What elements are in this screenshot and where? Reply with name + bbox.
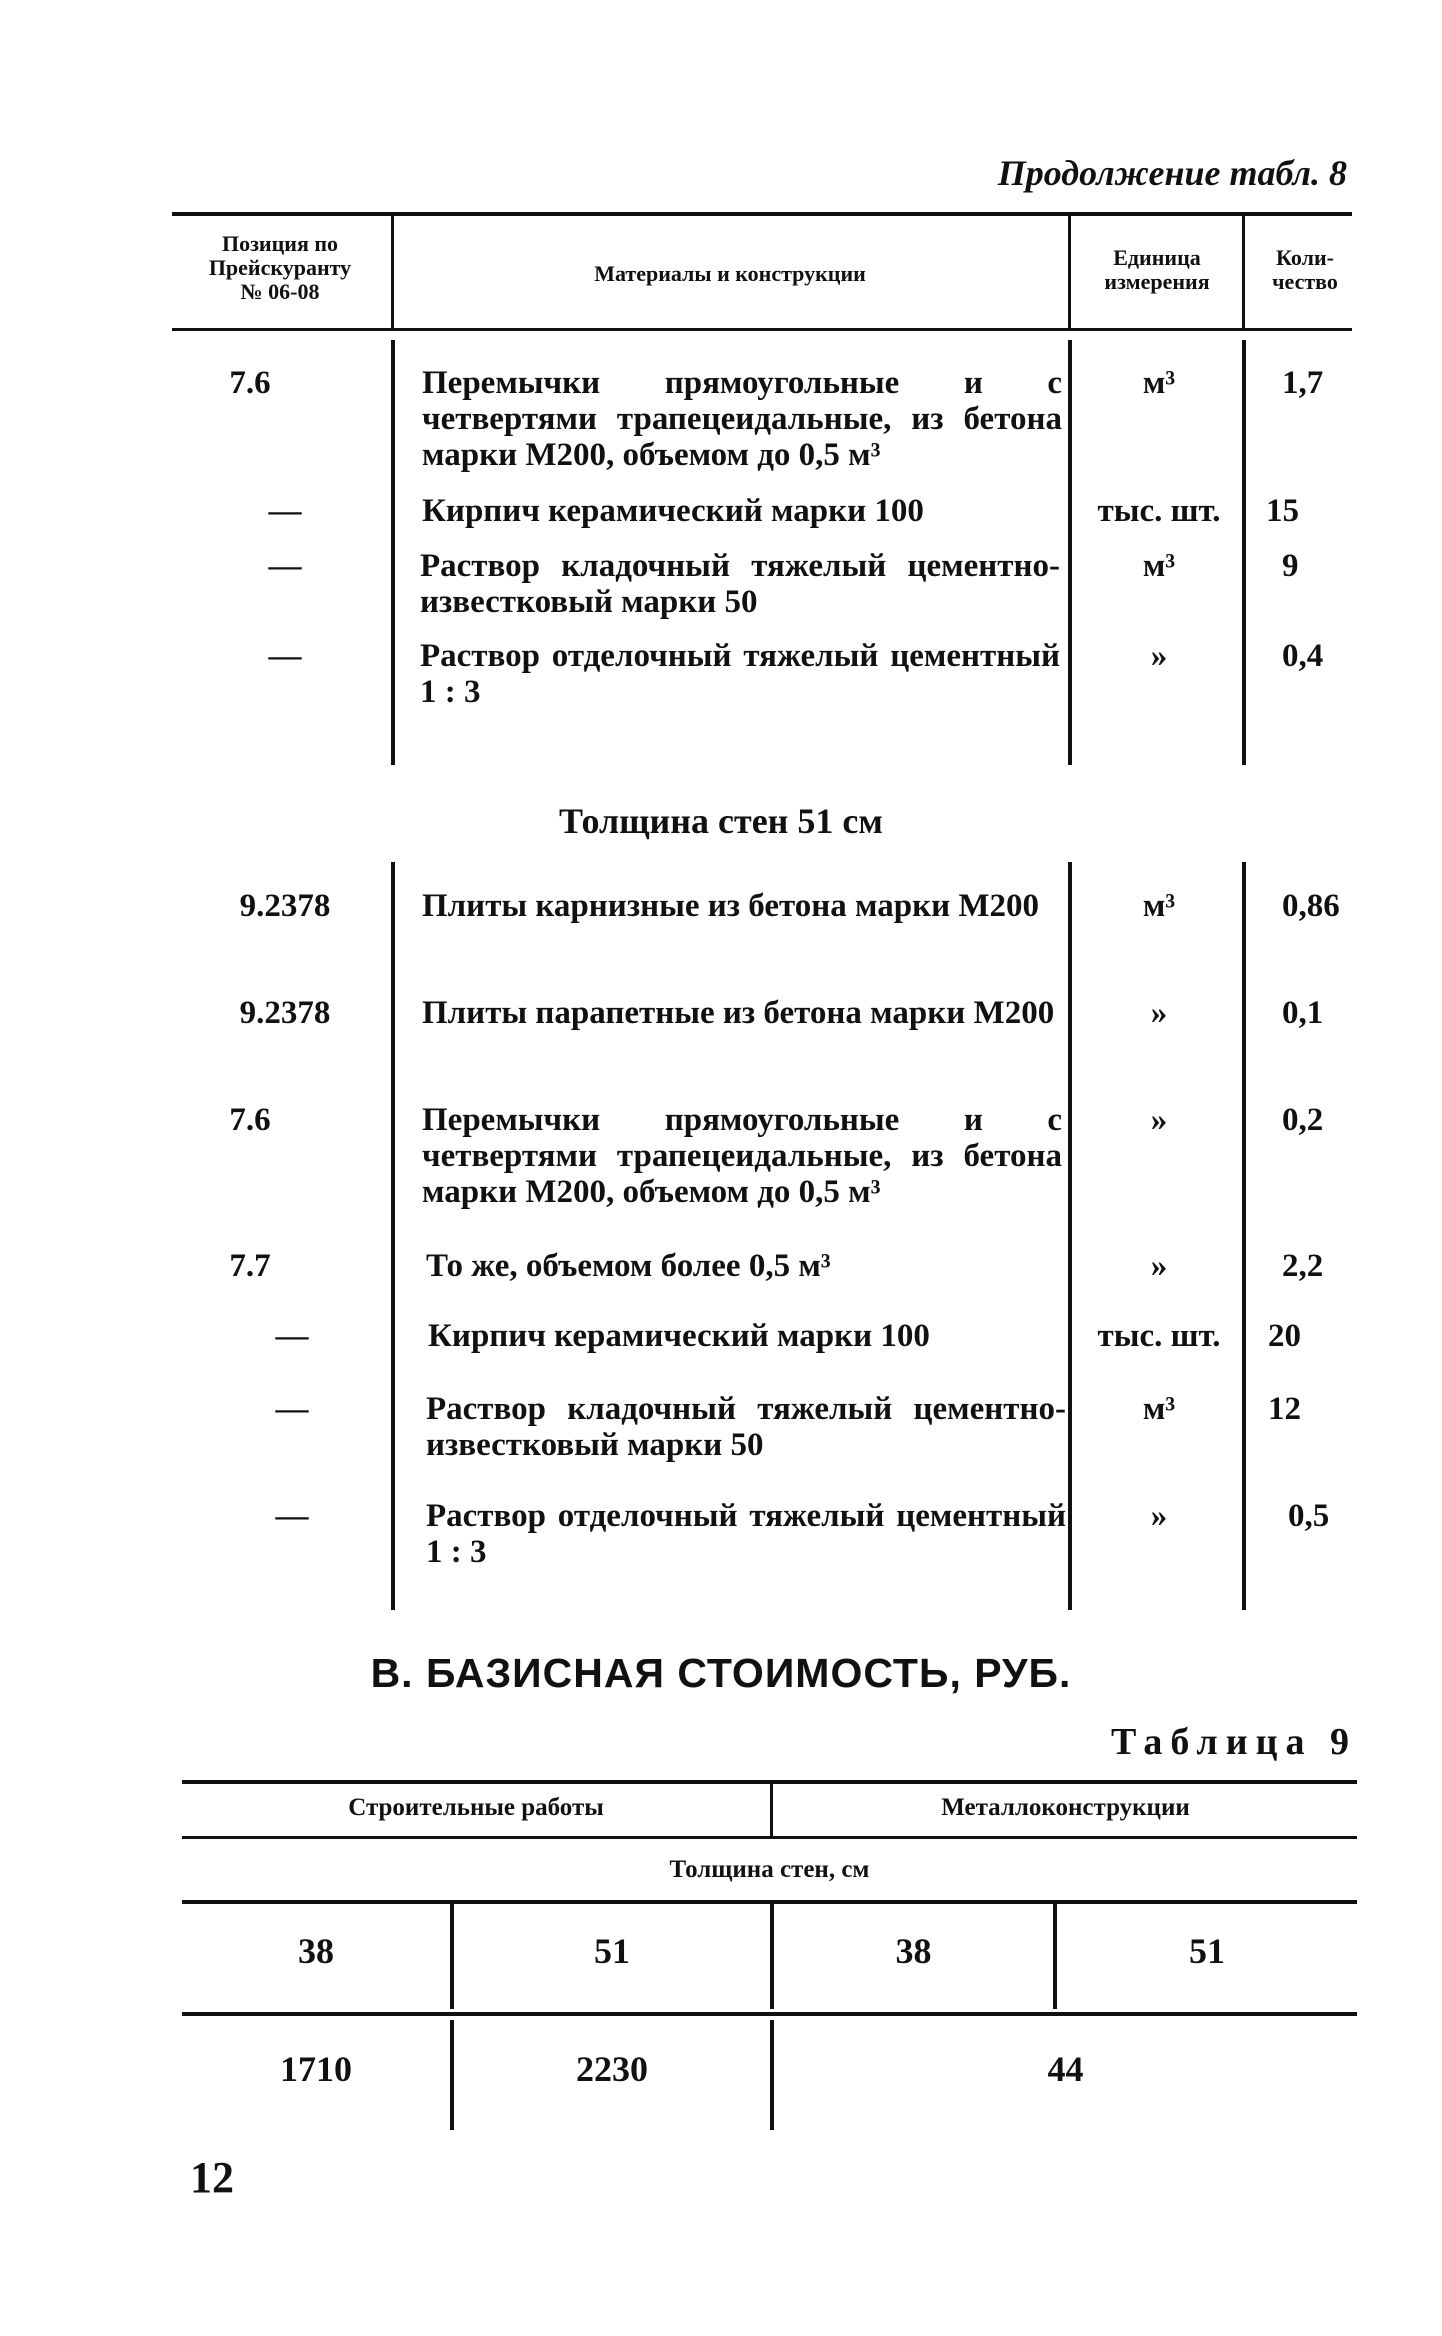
table9-header-metal: Металлоконструкции (941, 1794, 1190, 1821)
row-position: 7.6 (229, 1102, 271, 1138)
header-materials: Материалы и конструкции (594, 261, 866, 286)
row-quantity: 2,2 (1282, 1248, 1324, 1284)
header-unit-line: Единица (1113, 245, 1201, 270)
row-position: — (275, 1391, 309, 1427)
table8-header-rule (172, 328, 1352, 331)
row-position: 7.6 (229, 365, 271, 401)
row-position: 9.2378 (239, 888, 331, 924)
row-quantity: 12 (1268, 1391, 1301, 1427)
row-position: — (268, 493, 302, 529)
row-unit: » (1150, 1498, 1168, 1534)
header-position (170, 232, 390, 304)
column-divider (1068, 340, 1072, 765)
table9-value: 1710 (280, 2049, 352, 2089)
row-quantity: 0,1 (1282, 995, 1324, 1031)
header-quantity (1245, 246, 1365, 294)
header-unit-line: измерения (1104, 269, 1210, 294)
subheading-thickness: Толщина стен 51 см (559, 801, 883, 841)
section-title: В. БАЗИСНАЯ СТОИМОСТЬ, РУБ. (370, 1650, 1072, 1696)
header-position-line: Позиция по (221, 231, 339, 256)
row-material: Раствор кладочный тяжелый цементно-известковый марки 50 (420, 548, 1060, 620)
row-unit: » (1150, 1102, 1168, 1138)
row-material: Раствор кладочный тяжелый цементно-известковый марки 50 (426, 1391, 1066, 1463)
row-quantity: 0,2 (1282, 1102, 1324, 1138)
row-position: — (268, 548, 302, 584)
row-material: Плиты карнизные из бетона марки М200 (422, 888, 1040, 924)
column-divider (1068, 862, 1072, 1610)
page-number: 12 (190, 2153, 234, 2202)
table8-header-divider (1068, 216, 1071, 328)
table9-thickness: 51 (1189, 1931, 1225, 1971)
table9-value: 2230 (576, 2049, 648, 2089)
row-unit: м³ (1142, 888, 1176, 924)
table9-group-divider (770, 1784, 773, 1836)
row-unit: м³ (1142, 1391, 1176, 1427)
row-material: Раствор отделочный тяжелый цементный 1 : 3 (420, 638, 1060, 710)
row-material: Кирпич керамический марки 100 (422, 493, 924, 529)
table9-value: 44 (1047, 2049, 1084, 2089)
row-material: Кирпич керамический марки 100 (428, 1318, 930, 1354)
table9-label: Таблица 9 (1110, 1721, 1357, 1763)
table9-thickness: 38 (298, 1931, 334, 1971)
row-material: Перемычки прямоугольные и с четвертями трапецеидальные, из бетона марки М200, объемом до 0,5 м³ (422, 365, 1062, 473)
table9-thickness: 38 (895, 1931, 932, 1971)
header-position-line: Прейскуранту (208, 255, 352, 280)
row-material: Плиты парапетные из бетона марки М200 (422, 995, 1055, 1031)
row-unit: м³ (1142, 548, 1176, 584)
row-position: — (275, 1498, 309, 1534)
table9-rule (182, 1836, 1357, 1839)
table8-header-divider (391, 216, 394, 328)
row-quantity: 20 (1268, 1318, 1301, 1354)
row-position: — (268, 638, 302, 674)
row-unit: тыс. шт. (1097, 1318, 1221, 1354)
table8-top-rule (172, 212, 1352, 216)
row-position: 7.7 (229, 1248, 271, 1284)
row-unit: тыс. шт. (1097, 493, 1221, 529)
row-unit: » (1150, 995, 1168, 1031)
row-position: 9.2378 (239, 995, 331, 1031)
table9-subheader: Толщина стен, см (669, 1856, 870, 1883)
header-unit (1072, 246, 1242, 294)
table9-header-construction: Строительные работы (348, 1794, 604, 1821)
row-material: То же, объемом более 0,5 м³ (426, 1248, 831, 1284)
header-quantity-line: Коли- (1276, 245, 1334, 270)
table9-rule (182, 2012, 1357, 2016)
row-quantity: 1,7 (1282, 365, 1324, 401)
row-quantity: 0,5 (1288, 1498, 1330, 1534)
row-material: Перемычки прямоугольные и с четвертями трапецеидальные, из бетона марки М200, объемом до 0,5 м³ (422, 1102, 1062, 1210)
row-unit: » (1150, 638, 1168, 674)
table-continuation-note: Продолжение табл. 8 (997, 153, 1347, 193)
row-quantity: 15 (1266, 493, 1299, 529)
table9-thickness: 51 (594, 1931, 630, 1971)
row-quantity: 9 (1282, 548, 1299, 584)
row-unit: м³ (1142, 365, 1176, 401)
row-material: Раствор отделочный тяжелый цементный 1 : 3 (426, 1498, 1066, 1570)
header-position-line: № 06-08 (240, 279, 320, 304)
row-quantity: 0,4 (1282, 638, 1324, 674)
row-unit: » (1150, 1248, 1168, 1284)
row-position: — (275, 1318, 309, 1354)
row-quantity: 0,86 (1282, 888, 1340, 924)
header-quantity-line: чество (1272, 269, 1338, 294)
